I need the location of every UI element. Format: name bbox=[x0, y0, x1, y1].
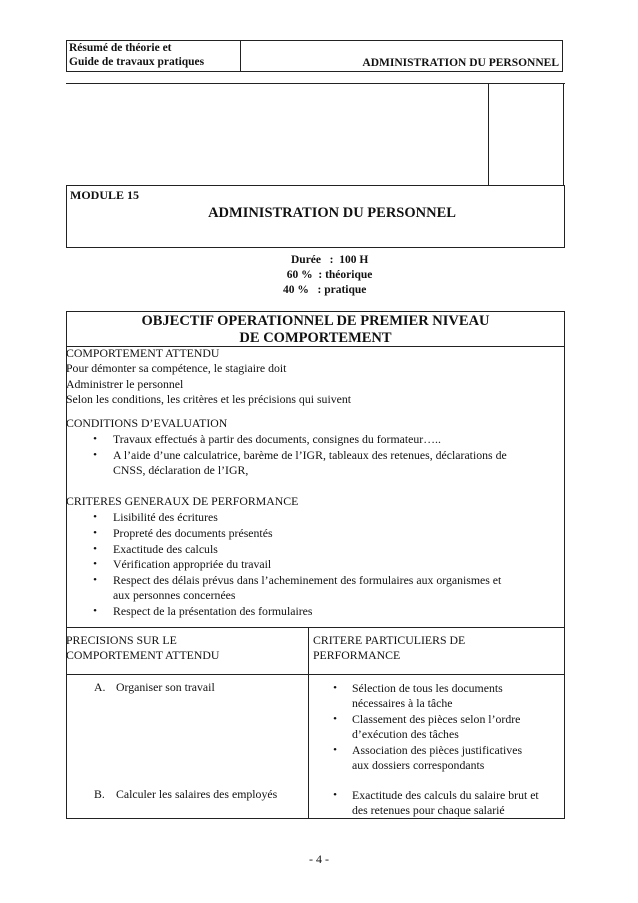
bullet-icon: • bbox=[93, 574, 97, 586]
behavior-line2: Administrer le personnel bbox=[66, 376, 184, 391]
header-left-line2: Guide de travaux pratiques bbox=[69, 56, 205, 68]
header-left-cell bbox=[66, 40, 241, 72]
divider-vertical-right bbox=[563, 83, 564, 186]
bullet-icon: • bbox=[93, 511, 97, 523]
conditions-heading: CONDITIONS D’EVALUATION bbox=[66, 416, 228, 430]
divider-vertical-left bbox=[488, 83, 489, 186]
table-header-divider bbox=[66, 674, 565, 675]
bullet-icon: • bbox=[333, 682, 337, 694]
divider-top bbox=[66, 83, 565, 84]
page-number: - 4 - bbox=[309, 852, 329, 866]
module-label: MODULE 15 bbox=[70, 188, 139, 202]
duration-total: Durée : 100 H bbox=[291, 254, 369, 266]
bullet-icon: • bbox=[333, 789, 337, 801]
header-left-line1: Résumé de théorie et bbox=[69, 42, 172, 54]
duration-practice: 40 % : pratique bbox=[283, 284, 367, 296]
behavior-line1: Pour démonter sa compétence, le stagiaire doit bbox=[66, 361, 287, 376]
table-column-divider bbox=[308, 627, 309, 819]
precision-a-label: A. bbox=[94, 680, 106, 694]
header-right-title: ADMINISTRATION DU PERSONNEL bbox=[362, 57, 559, 69]
criteria-heading: CRITERES GENERAUX DE PERFORMANCE bbox=[66, 494, 299, 508]
bullet-icon: • bbox=[333, 713, 337, 725]
module-title: ADMINISTRATION DU PERSONNEL bbox=[208, 205, 456, 221]
behavior-section bbox=[66, 346, 351, 408]
table-header-col1: PRECISIONS SUR LE COMPORTEMENT ATTENDU bbox=[66, 633, 220, 663]
bullet-icon: • bbox=[93, 558, 97, 570]
objective-title bbox=[66, 313, 565, 347]
precision-b-text: Calculer les salaires des employés bbox=[116, 787, 278, 801]
objective-title-line1: OBJECTIF OPERATIONNEL DE PREMIER NIVEAU bbox=[141, 313, 490, 329]
behavior-line3: Selon les conditions, les critères et les précisions qui suivent bbox=[66, 392, 352, 407]
table-top-divider bbox=[66, 627, 565, 628]
bullet-icon: • bbox=[93, 433, 97, 445]
precision-a-text: Organiser son travail bbox=[116, 680, 215, 694]
bullet-icon: • bbox=[93, 449, 97, 461]
bullet-icon: • bbox=[93, 527, 97, 539]
bullet-icon: • bbox=[93, 543, 97, 555]
behavior-heading: COMPORTEMENT ATTENDU bbox=[66, 346, 220, 360]
objective-title-line2: DE COMPORTEMENT bbox=[239, 330, 392, 346]
precision-b-label: B. bbox=[94, 787, 105, 801]
table-header-col2: CRITERE PARTICULIERS DE PERFORMANCE bbox=[313, 633, 466, 663]
duration-theory: 60 % : théorique bbox=[281, 269, 373, 281]
bullet-icon: • bbox=[93, 605, 97, 617]
bullet-icon: • bbox=[333, 744, 337, 756]
